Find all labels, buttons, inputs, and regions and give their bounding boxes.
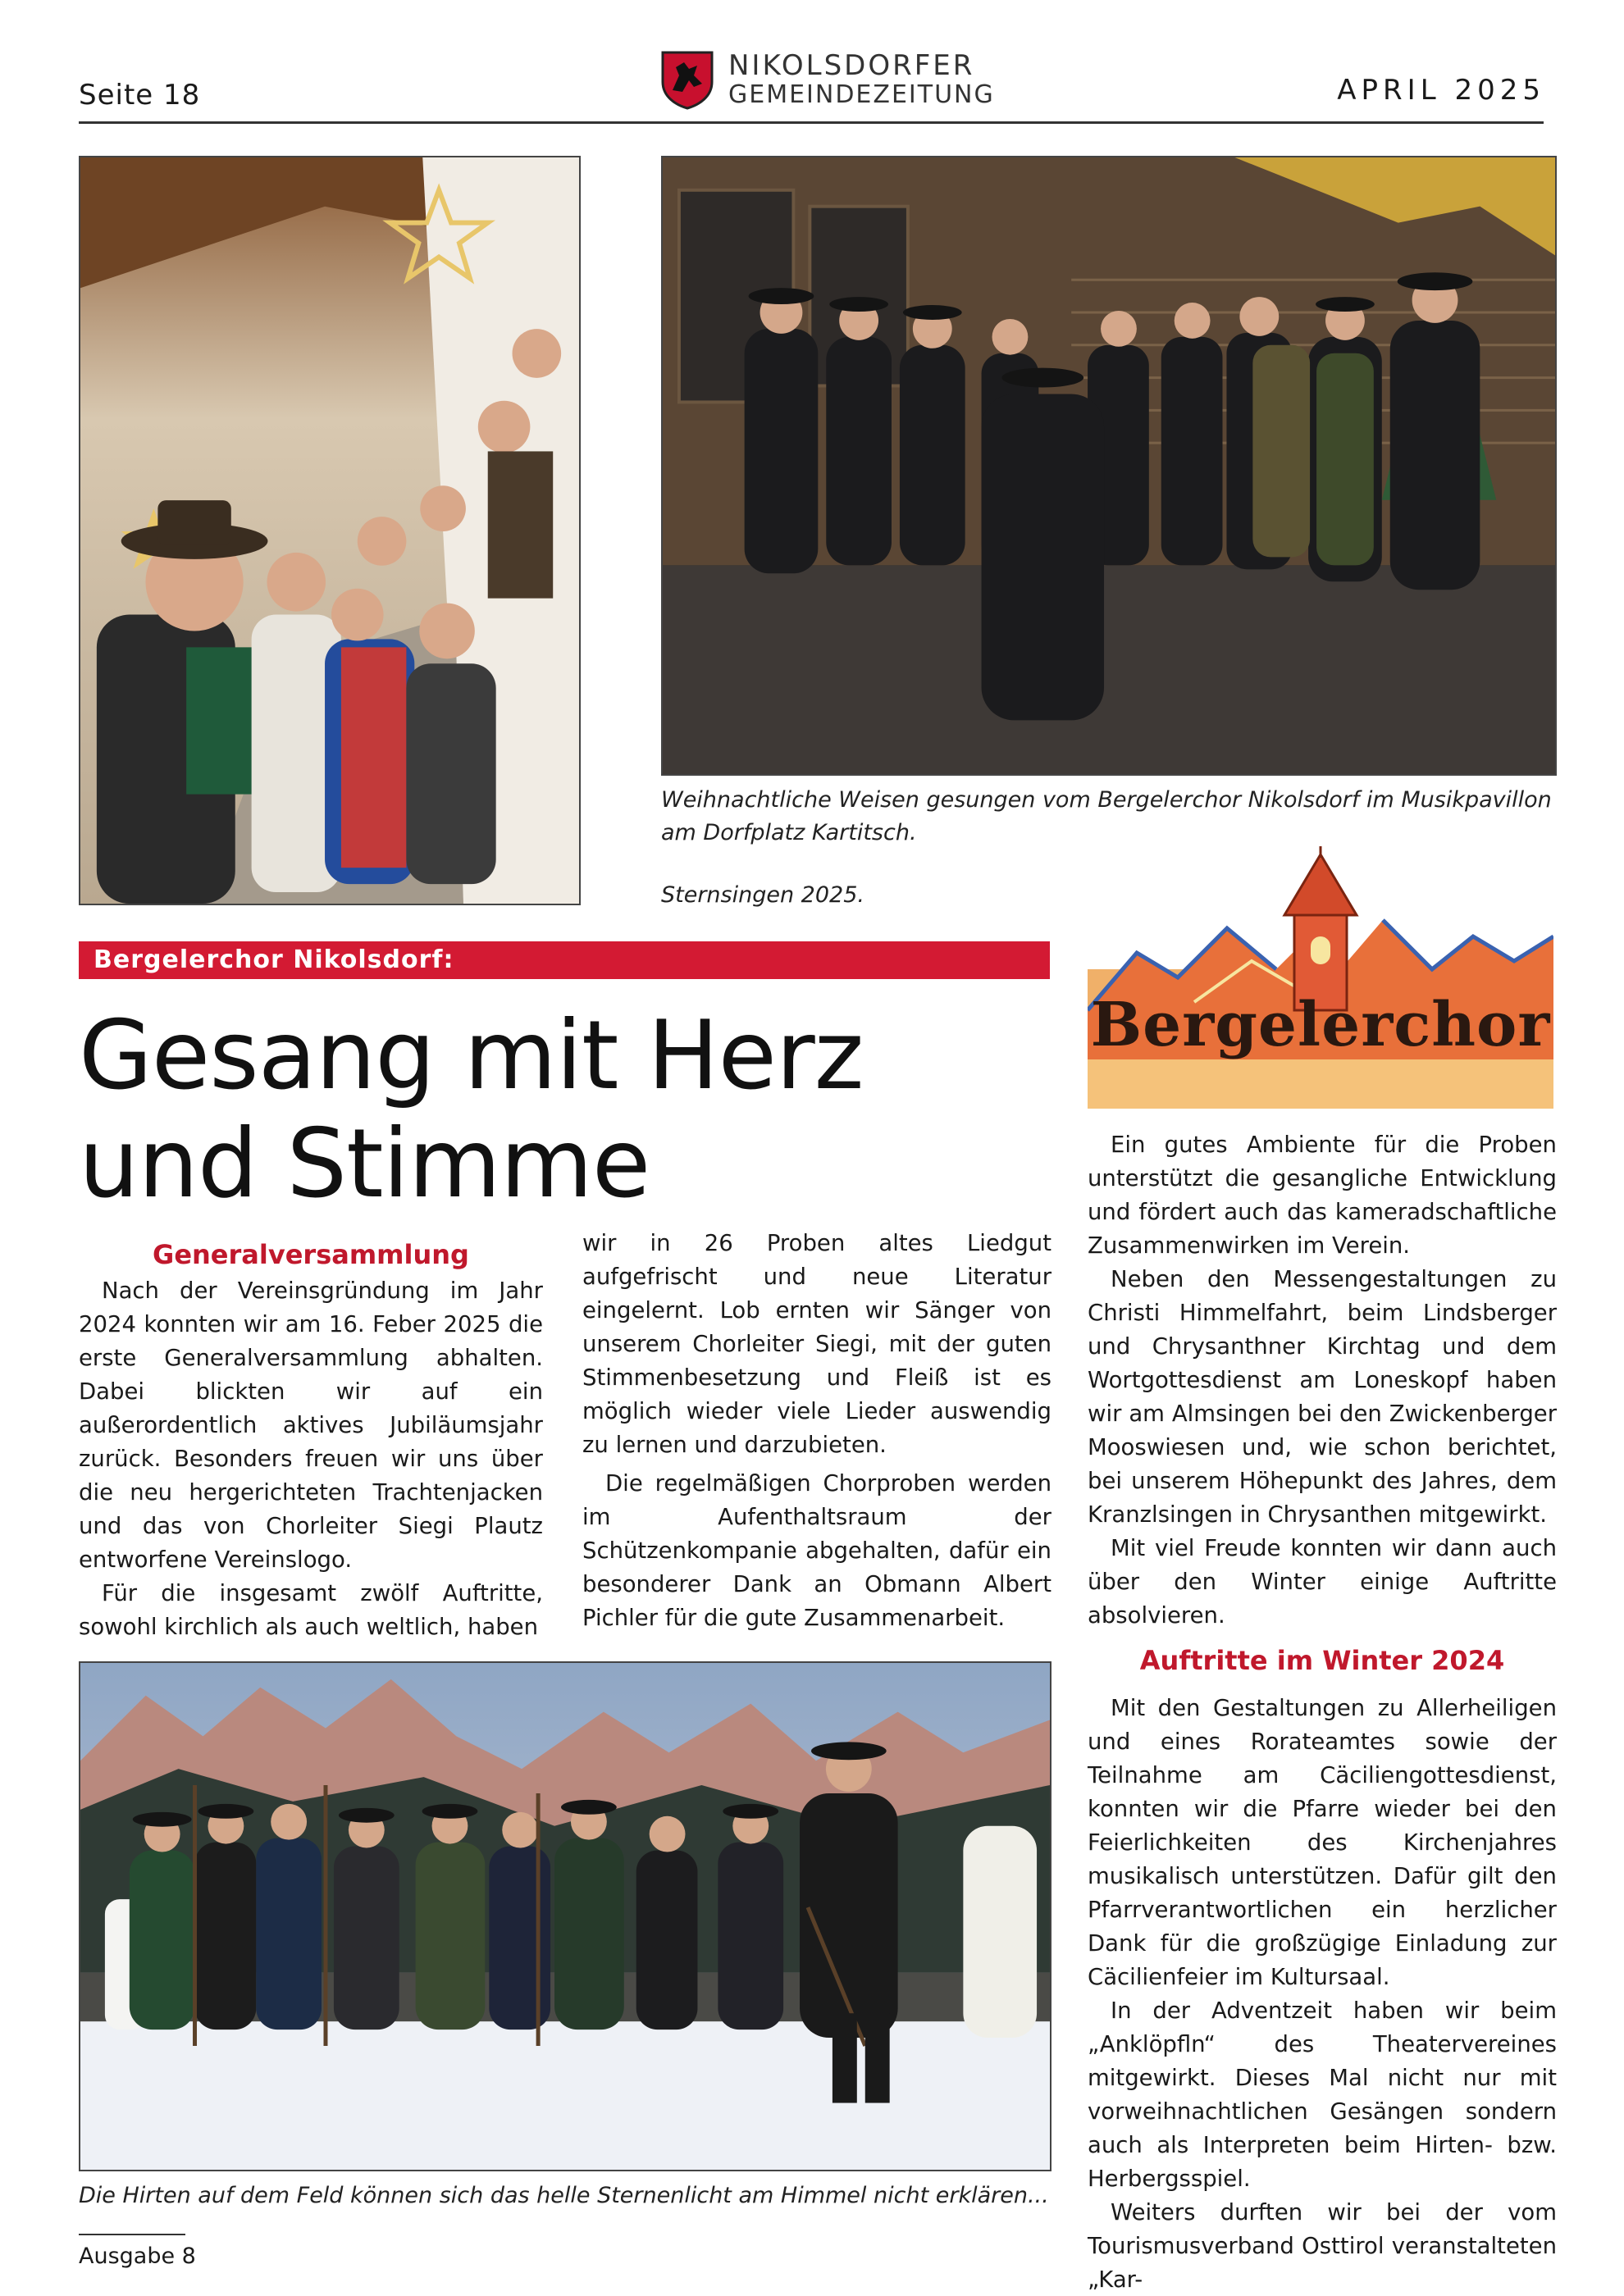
edition-number: Ausgabe 8	[79, 2244, 196, 2269]
article-headline: Gesang mit Herz und Stimme	[79, 1000, 864, 1219]
coat-of-arms-icon	[661, 51, 714, 110]
masthead-title: NIKOLSDORFER	[728, 49, 975, 82]
bergelerchor-logo	[1088, 846, 1553, 1109]
paragraph: Die regelmäßigen Chorproben werden im Aufenthaltsraum der Schützenkompanie abgehalten, dafür ein besonderer Dank an Obmann Albert Pichler für die gute Zusammenarbeit.	[582, 1470, 1051, 1631]
photo-sternsingen	[79, 156, 581, 905]
paragraph: Neben den Messengestaltungen zu Christi Himmelfahrt, beim Lindsberger und Chrysanthner Kirchtag und dem Wortgottesdienst am Loneskopf haben wir am Almsingen bei den Zwickenberger Mooswiesen und, wie schon berichtet, bei unserem Höhepunkt des Jahres, dem Kranzlsingen in Chrysanthen mitgewirkt.	[1088, 1266, 1557, 1528]
masthead	[661, 48, 995, 113]
caption-hirten: Die Hirten auf dem Feld können sich das helle Sternenlicht am Himmel nicht erklären...	[79, 2183, 1049, 2208]
masthead-subtitle: GEMEINDEZEITUNG	[728, 80, 995, 109]
paragraph: Mit viel Freude konnten wir dann auch über den Winter einige Auftritte absolvieren.	[1088, 1535, 1557, 1629]
issue-date: APRIL 2025	[1337, 74, 1545, 107]
logo-lettering: Bergelerchor	[1090, 990, 1551, 1060]
paragraph: wir in 26 Proben altes Liedgut aufgefrischt und neue Literatur eingelernt. Lob ernten wir Sänger von unserem Chorleiter Siegi, mit der guten Stimmenbesetzung und Fleiß ist es möglich wieder viele Lieder auswendig zu lernen und darzubieten.	[582, 1230, 1051, 1458]
article-kicker: Bergelerchor Nikolsdorf:	[79, 941, 1050, 979]
article-column-2	[582, 1227, 1051, 1635]
paragraph: Ein gutes Ambiente für die Proben unterstützt die gesangliche Entwicklung und fördert auch das kameradschaftliche Zusammenwirken im Verein.	[1088, 1132, 1557, 1259]
page-number: Seite 18	[79, 79, 201, 112]
subhead-generalversammlung: Generalversammlung	[153, 1239, 469, 1270]
footer-divider	[79, 2234, 185, 2235]
photo-musikpavillon	[661, 156, 1557, 776]
paragraph: Mit den Gestaltungen zu Allerheiligen und eines Rorateamtes sowie der Teilnahme am Cäciliengottesdienst, konnten wir die Pfarre wieder bei den Feierlichkeiten des Kirchenjahres musikalisch unterstützen. Dafür gilt den Pfarrverantwortlichen ein herzlicher Dank für die großzügige Einladung zur Cäcilienfeier im Kultursaal.	[1088, 1695, 1557, 1990]
subhead-auftritte-winter: Auftritte im Winter 2024	[1139, 1645, 1505, 1676]
article-column-1	[79, 1235, 543, 1644]
paragraph: Weiters durften wir bei der vom Tourismusverband Osttirol veranstalteten „Kar-	[1088, 2199, 1557, 2293]
paragraph: In der Adventzeit haben wir beim „Anklöpfln“ des Theatervereines mitgewirkt. Dieses Mal nicht nur mit vorweihnachtlichen Gesängen sondern auch als Interpreten beim Hirten- bzw. Herbergsspiel.	[1088, 1998, 1557, 2192]
header-divider	[79, 121, 1544, 124]
caption-musikpavillon: Weihnachtliche Weisen gesungen vom Bergelerchor Nikolsdorf im Musikpavillon am Dorfplatz Kartitsch.	[661, 787, 1552, 845]
photo-hirten	[79, 1661, 1051, 2171]
article-column-3	[1088, 1128, 1557, 2296]
paragraph: Nach der Vereinsgründung im Jahr 2024 konnten wir am 16. Feber 2025 die erste Generalversammlung abhalten. Dabei blickten wir auf ein außerordentlich aktives Jubiläumsjahr zurück. Besonders freuen wir uns über die neu hergerichteten Trachtenjacken und das von Chorleiter Siegi Plautz entworfene Vereinslogo.	[79, 1278, 543, 1573]
caption-sternsingen: Sternsingen 2025.	[661, 882, 864, 908]
paragraph: Für die insgesamt zwölf Auftritte, sowohl kirchlich als auch weltlich, haben	[79, 1580, 543, 1640]
